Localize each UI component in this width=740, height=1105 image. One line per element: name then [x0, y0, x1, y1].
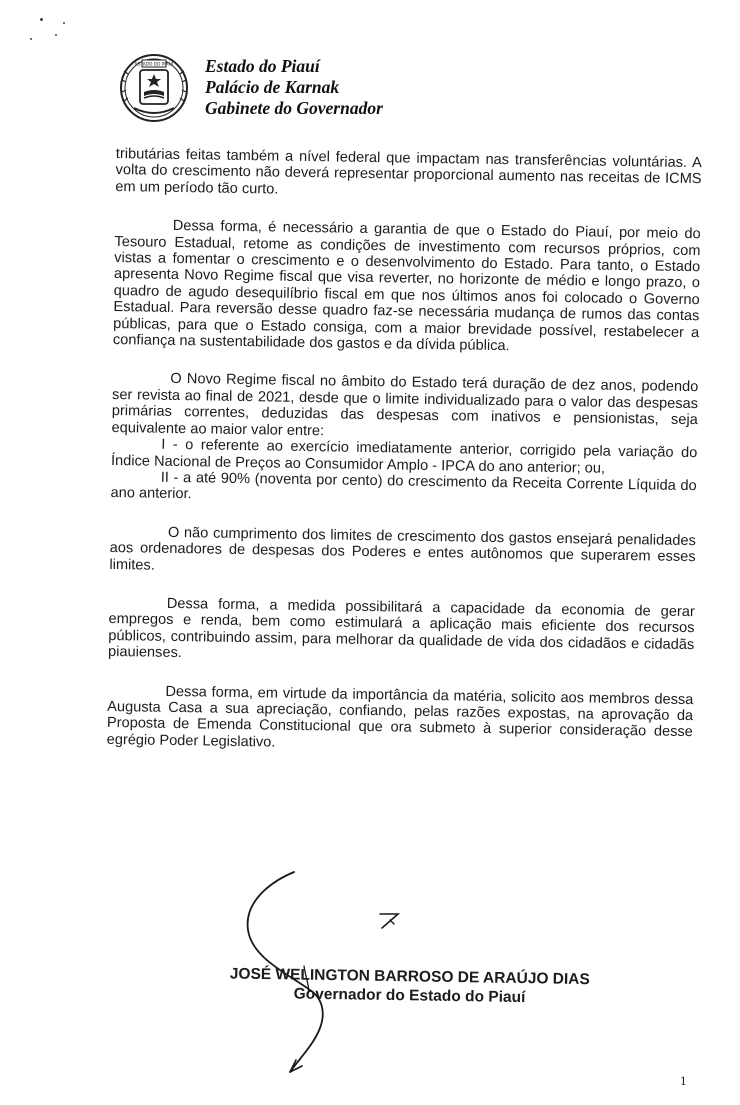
paragraph-fiscal-regime: O Novo Regime fiscal no âmbito do Estado terá duração de dez anos, podendo ser revista ao final de 2021, desde que o limite individualizado para o valor das despesas primárias correntes, deduzidas das despesas com inativos e pensionistas, seja equivalente ao maior valor entre: — [111, 371, 699, 439]
scan-speck — [30, 38, 32, 40]
paragraph-request: Dessa forma, em virtude da importância da matéria, solicito aos membros dessa Augusta Casa a sua apreciação, confiando, pelas razões expostas, na aprovação da Proposta de Emenda Constitucional que ora submeto à superior consideração desse egrégio Poder Legislativo. — [106, 683, 694, 751]
paragraph-benefits: Dessa forma, a medida possibilitará a capacidade da economia de gerar empregos e renda, bem como estimulará a aplicação mais eficiente dos recursos públicos, contribuindo assim, para melhorar da qualidade de vida dos cidadãos e cidadãs piauienses. — [107, 595, 695, 662]
letterhead-office: Gabinete do Governador — [205, 98, 383, 118]
signer-name: JOSÉ WELINGTON BARROSO DE ARAÚJO DIAS — [229, 965, 590, 989]
signature-block — [199, 964, 620, 1009]
scan-speck — [40, 18, 43, 21]
page-number: 1 — [680, 1073, 687, 1088]
document-body — [106, 146, 702, 779]
list-item-ipca: I - o referente ao exercício imediatamente anterior, corrigido pela variação do Índice Nacional de Preços ao Consumidor Amplo - IPCA do ano anterior; ou, — [110, 436, 698, 477]
scan-speck — [55, 34, 57, 36]
paragraph-investment: Dessa forma, é necessário a garantia de que o Estado do Piauí, por meio do Tesouro Estadual, retome as condições de investimento com recursos próprios, com vistas a fomentar o crescimento e o desenvolvimento do Estado. Para tanto, o Estado apresenta Novo Regime fiscal que visa reverter, no horizonte de médio e longo prazo, o quadro de agudo desequilíbrio fiscal em que nos últimos anos foi colocado o Governo Estadual. Para reversão desse quadro faz-se necessária mudança de rumos das contas públicas, para que o Estado consiga, com a maior brevidade possível, restabelecer a confiança na sustentabilidade dos gastos e da dívida pública. — [112, 218, 701, 355]
letterhead — [205, 56, 383, 119]
paragraph-continuation: tributárias feitas também a nível federal que impactam nas transferências voluntárias. A volta do crescimento não deverá representar proporcional aumento nas receitas de ICMS em um período tão curto. — [115, 146, 702, 198]
svg-text:ESTADO DO PIAUÍ: ESTADO DO PIAUÍ — [135, 62, 173, 68]
scan-speck — [63, 22, 65, 24]
letterhead-palace: Palácio de Karnak — [205, 77, 340, 97]
state-coat-of-arms-icon — [118, 52, 190, 124]
list-item-rcl: II - a até 90% (noventa por cento) do crescimento da Receita Corrente Líquida do ano anterior. — [110, 469, 697, 503]
paragraph-penalties: O não cumprimento dos limites de crescimento dos gastos ensejará penalidades aos ordenadores de despesas dos Poderes e entes autônomos que superarem esses limites. — [109, 524, 696, 574]
signer-title: Governador do Estado do Piauí — [293, 985, 526, 1007]
letterhead-state: Estado do Piauí — [205, 56, 320, 76]
